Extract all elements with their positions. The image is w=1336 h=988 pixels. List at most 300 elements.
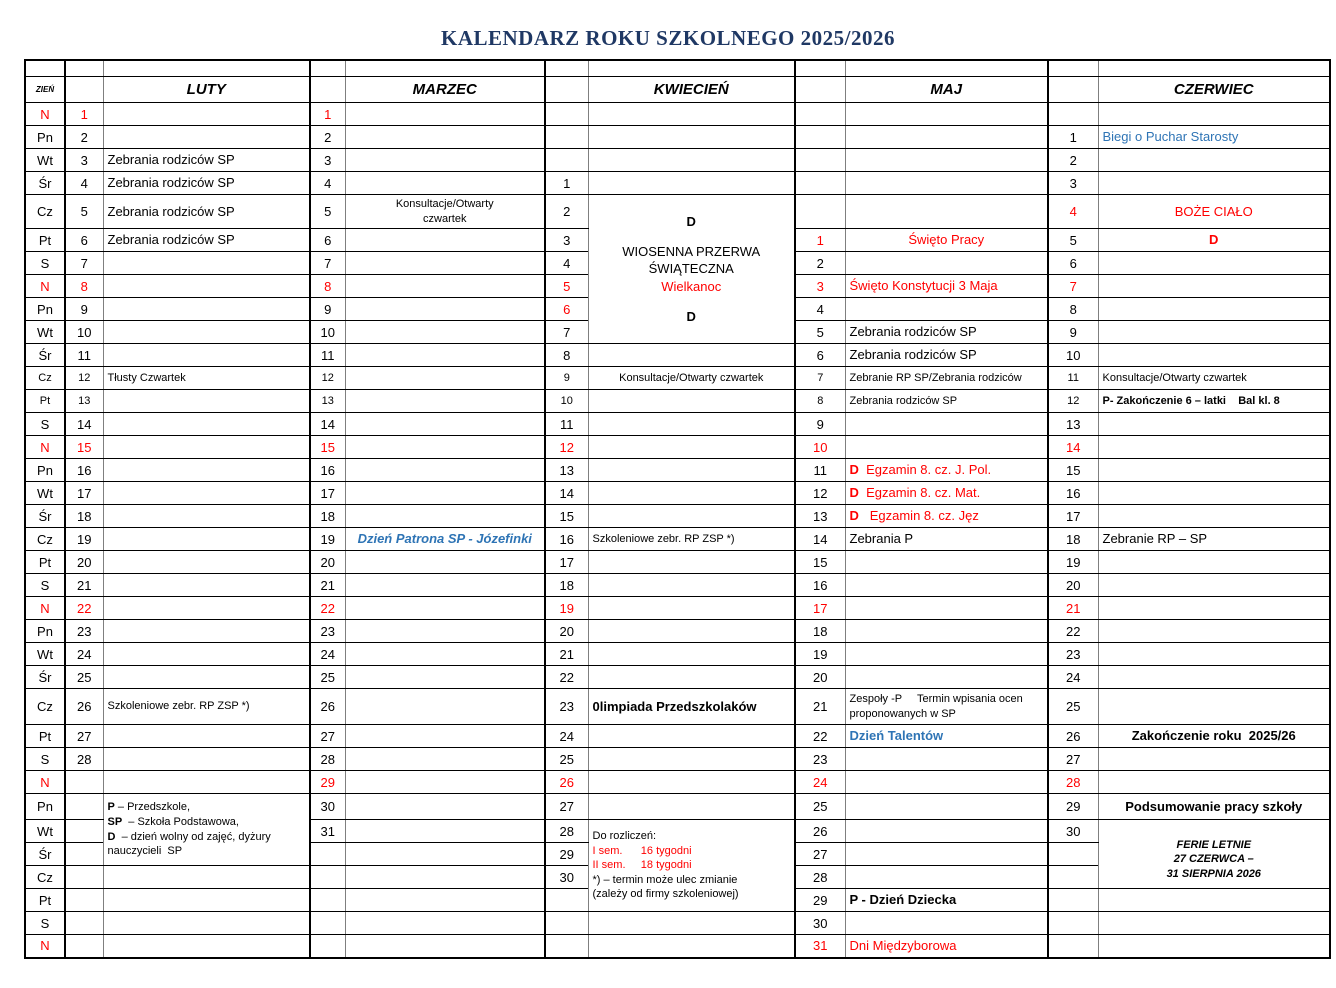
event-cell <box>588 643 795 666</box>
event-text-line: *) – termin może ulec zmianie <box>592 873 738 886</box>
date-cell: 21 <box>545 643 588 666</box>
date-cell: 6 <box>65 229 103 252</box>
event-cell <box>103 229 310 252</box>
date-cell <box>310 843 345 866</box>
date-cell: 29 <box>545 843 588 866</box>
event-cell <box>845 866 1048 889</box>
date-cell <box>795 195 845 229</box>
event-text-line: Święto Konstytucji 3 Maja <box>849 278 998 294</box>
event-text-line: D Egzamin 8. cz. Jęz <box>849 508 979 524</box>
event-text-line: Do rozliczeń: <box>592 830 657 843</box>
table-row <box>25 771 1330 794</box>
date-cell: 20 <box>310 551 345 574</box>
event-cell <box>1098 390 1330 413</box>
event-cell <box>588 482 795 505</box>
date-cell: 3 <box>1048 172 1098 195</box>
day-label-cell: Wt <box>25 482 65 505</box>
event-cell <box>588 820 795 912</box>
date-cell <box>545 126 588 149</box>
date-cell: 7 <box>795 367 845 390</box>
table-row <box>25 149 1330 172</box>
event-cell <box>588 794 795 820</box>
date-cell: 22 <box>545 666 588 689</box>
date-cell <box>795 172 845 195</box>
date-cell: 14 <box>65 413 103 436</box>
date-cell <box>65 843 103 866</box>
date-cell: 19 <box>545 597 588 620</box>
spacer-cell <box>65 60 103 77</box>
date-cell: 23 <box>795 748 845 771</box>
day-label-cell: Pt <box>25 390 65 413</box>
date-cell: 21 <box>310 574 345 597</box>
date-cell: 5 <box>795 321 845 344</box>
event-cell <box>1098 912 1330 935</box>
event-cell <box>845 912 1048 935</box>
event-cell <box>345 149 545 172</box>
event-cell <box>103 482 310 505</box>
day-label-cell: S <box>25 252 65 275</box>
date-cell: 6 <box>545 298 588 321</box>
date-cell: 25 <box>310 666 345 689</box>
day-label-cell: Wt <box>25 643 65 666</box>
date-cell: 27 <box>310 725 345 748</box>
event-text-line: Zebranie RP – SP <box>1102 531 1208 547</box>
event-text-line: nauczycieli SP <box>107 845 183 858</box>
date-cell <box>545 912 588 935</box>
event-cell <box>345 344 545 367</box>
event-cell <box>845 528 1048 551</box>
date-cell: 12 <box>1048 390 1098 413</box>
page-title: KALENDARZ ROKU SZKOLNEGO 2025/2026 <box>441 26 895 50</box>
event-cell <box>845 275 1048 298</box>
event-cell <box>103 505 310 528</box>
table-row <box>25 574 1330 597</box>
date-cell: 5 <box>65 195 103 229</box>
event-cell <box>1098 748 1330 771</box>
month-header-czerwiec: CZERWIEC <box>1098 77 1330 103</box>
event-cell <box>1098 252 1330 275</box>
event-cell <box>588 574 795 597</box>
day-label-cell: Wt <box>25 820 65 843</box>
day-label-cell: Pn <box>25 620 65 643</box>
date-cell: 4 <box>65 172 103 195</box>
table-row <box>25 551 1330 574</box>
event-cell <box>845 367 1048 390</box>
month-header-marzec: MARZEC <box>345 77 545 103</box>
event-cell <box>845 794 1048 820</box>
date-cell: 14 <box>310 413 345 436</box>
spacer-cell <box>795 60 845 77</box>
date-cell <box>1048 935 1098 958</box>
date-cell: 13 <box>310 390 345 413</box>
event-cell <box>845 252 1048 275</box>
date-cell: 3 <box>545 229 588 252</box>
date-cell: 17 <box>65 482 103 505</box>
event-cell <box>845 482 1048 505</box>
date-cell <box>1048 866 1098 889</box>
day-label-cell: S <box>25 748 65 771</box>
date-cell: 30 <box>310 794 345 820</box>
event-text-line: Tłusty Czwartek <box>107 371 186 384</box>
event-text-line: 31 SIERPNIA 2026 <box>1166 867 1261 880</box>
day-column-header: ZIEŃ <box>25 77 65 103</box>
table-row <box>25 912 1330 935</box>
spacer-cell <box>1098 60 1330 77</box>
event-cell <box>588 195 795 344</box>
event-cell <box>588 748 795 771</box>
event-cell <box>345 252 545 275</box>
event-cell <box>345 505 545 528</box>
date-cell: 10 <box>310 321 345 344</box>
event-cell <box>103 551 310 574</box>
table-row <box>25 597 1330 620</box>
event-cell <box>1098 528 1330 551</box>
event-text-line: Zebrania rodziców SP <box>849 394 958 407</box>
event-text-line: D – dzień wolny od zajęć, dyżury <box>107 830 271 843</box>
event-cell <box>588 935 795 958</box>
event-cell <box>1098 229 1330 252</box>
date-cell <box>65 771 103 794</box>
event-cell <box>1098 597 1330 620</box>
event-cell <box>345 689 545 725</box>
spacer-cell <box>345 60 545 77</box>
date-cell: 19 <box>310 528 345 551</box>
date-cell: 14 <box>1048 436 1098 459</box>
event-text-line: D Egzamin 8. cz. Mat. <box>849 485 981 501</box>
date-cell: 23 <box>310 620 345 643</box>
date-cell: 17 <box>1048 505 1098 528</box>
day-label-cell: Cz <box>25 689 65 725</box>
date-cell: 20 <box>795 666 845 689</box>
event-cell <box>588 172 795 195</box>
event-cell <box>1098 725 1330 748</box>
date-cell <box>310 866 345 889</box>
date-cell: 23 <box>65 620 103 643</box>
event-cell <box>1098 298 1330 321</box>
date-cell <box>795 103 845 126</box>
event-cell <box>103 344 310 367</box>
event-cell <box>103 172 310 195</box>
day-label-cell: Wt <box>25 149 65 172</box>
date-cell: 17 <box>545 551 588 574</box>
event-text-line: Konsultacje/Otwarty <box>395 197 494 210</box>
table-row <box>25 195 1330 229</box>
table-row <box>25 172 1330 195</box>
date-cell: 25 <box>1048 689 1098 725</box>
spacer-cell <box>1048 60 1098 77</box>
event-text-line: Szkoleniowe zebr. RP ZSP *) <box>592 532 735 545</box>
date-cell: 12 <box>545 436 588 459</box>
date-cell: 18 <box>1048 528 1098 551</box>
event-text-line: czwartek <box>423 212 467 225</box>
event-cell <box>845 413 1048 436</box>
event-cell <box>845 935 1048 958</box>
date-cell: 11 <box>65 344 103 367</box>
event-cell <box>1098 195 1330 229</box>
event-cell <box>103 252 310 275</box>
date-cell: 7 <box>65 252 103 275</box>
event-text-line: Zebrania rodziców SP <box>849 324 977 340</box>
date-cell: 24 <box>310 643 345 666</box>
event-cell <box>103 298 310 321</box>
event-cell <box>103 725 310 748</box>
date-cell: 10 <box>65 321 103 344</box>
event-cell <box>845 551 1048 574</box>
event-text-line: BOŻE CIAŁO <box>1174 203 1253 219</box>
event-text-line: P – Przedszkole, <box>107 801 191 814</box>
date-cell: 2 <box>545 195 588 229</box>
event-text-line: Zebrania P <box>849 531 914 547</box>
event-cell <box>1098 771 1330 794</box>
date-cell: 26 <box>795 820 845 843</box>
event-cell <box>588 505 795 528</box>
event-cell <box>845 390 1048 413</box>
date-cell: 14 <box>795 528 845 551</box>
event-cell <box>1098 275 1330 298</box>
event-cell <box>103 436 310 459</box>
event-cell <box>345 643 545 666</box>
date-cell: 20 <box>1048 574 1098 597</box>
event-cell <box>845 505 1048 528</box>
event-cell <box>1098 935 1330 958</box>
event-cell <box>345 597 545 620</box>
date-cell: 17 <box>310 482 345 505</box>
event-cell <box>103 771 310 794</box>
date-cell <box>545 889 588 912</box>
event-cell <box>345 195 545 229</box>
month-number-header <box>545 77 588 103</box>
event-cell <box>103 321 310 344</box>
event-cell <box>1098 482 1330 505</box>
event-cell <box>845 126 1048 149</box>
event-cell <box>1098 321 1330 344</box>
month-number-header <box>310 77 345 103</box>
event-cell <box>588 725 795 748</box>
date-cell: 9 <box>65 298 103 321</box>
event-text-line: Konsultacje/Otwarty czwartek <box>619 371 764 384</box>
event-cell <box>845 620 1048 643</box>
date-cell: 8 <box>65 275 103 298</box>
spacer-cell <box>310 60 345 77</box>
date-cell: 30 <box>795 912 845 935</box>
event-text-line: ŚWIĄTECZNA <box>648 261 734 277</box>
event-cell <box>345 229 545 252</box>
table-row <box>25 413 1330 436</box>
event-cell <box>345 912 545 935</box>
date-cell: 17 <box>795 597 845 620</box>
event-cell <box>345 413 545 436</box>
date-cell: 1 <box>545 172 588 195</box>
event-cell <box>845 889 1048 912</box>
event-cell <box>345 298 545 321</box>
date-cell: 11 <box>545 413 588 436</box>
event-cell <box>345 820 545 843</box>
date-cell: 22 <box>795 725 845 748</box>
date-cell <box>65 889 103 912</box>
event-text-line: Zebrania rodziców SP <box>107 175 235 191</box>
date-cell: 21 <box>795 689 845 725</box>
table-row <box>25 528 1330 551</box>
table-row <box>25 344 1330 367</box>
event-cell <box>588 620 795 643</box>
date-cell: 24 <box>1048 666 1098 689</box>
day-label-cell: Śr <box>25 843 65 866</box>
event-cell <box>345 367 545 390</box>
table-row <box>25 126 1330 149</box>
date-cell: 13 <box>1048 413 1098 436</box>
event-text-line: Wielkanoc <box>661 278 722 294</box>
event-cell <box>103 689 310 725</box>
event-cell <box>1098 172 1330 195</box>
event-cell <box>1098 574 1330 597</box>
day-label-cell: N <box>25 771 65 794</box>
event-text-line: 27 CZERWCA – <box>1173 853 1254 866</box>
day-label-cell: Pn <box>25 794 65 820</box>
date-cell: 27 <box>65 725 103 748</box>
event-text-line: P - Dzień Dziecka <box>849 892 957 908</box>
event-cell <box>103 866 310 889</box>
event-cell <box>588 149 795 172</box>
event-cell <box>845 229 1048 252</box>
date-cell: 4 <box>545 252 588 275</box>
date-cell: 28 <box>545 820 588 843</box>
date-cell: 25 <box>65 666 103 689</box>
table-row <box>25 482 1330 505</box>
date-cell: 26 <box>310 689 345 725</box>
date-cell: 1 <box>310 103 345 126</box>
date-cell <box>65 912 103 935</box>
date-cell <box>795 126 845 149</box>
event-cell <box>588 666 795 689</box>
event-cell <box>103 103 310 126</box>
spacer-cell <box>845 60 1048 77</box>
date-cell <box>545 103 588 126</box>
table-row <box>25 103 1330 126</box>
event-cell <box>1098 889 1330 912</box>
event-cell <box>845 725 1048 748</box>
table-row <box>25 390 1330 413</box>
event-cell <box>103 643 310 666</box>
date-cell: 9 <box>545 367 588 390</box>
event-cell <box>345 321 545 344</box>
event-text-line: D Egzamin 8. cz. J. Pol. <box>849 462 992 478</box>
date-cell: 27 <box>795 843 845 866</box>
event-cell <box>1098 103 1330 126</box>
event-text-line: Zebrania rodziców SP <box>107 152 235 168</box>
day-label-cell: Cz <box>25 528 65 551</box>
event-cell <box>845 344 1048 367</box>
event-text-line <box>1103 827 1326 838</box>
table-row <box>25 620 1330 643</box>
date-cell: 20 <box>545 620 588 643</box>
event-cell <box>345 866 545 889</box>
event-cell <box>1098 820 1330 889</box>
event-cell <box>103 390 310 413</box>
date-cell: 18 <box>65 505 103 528</box>
event-cell <box>588 912 795 935</box>
date-cell: 24 <box>65 643 103 666</box>
table-row <box>25 935 1330 958</box>
event-cell <box>103 889 310 912</box>
event-cell <box>345 103 545 126</box>
date-cell: 3 <box>310 149 345 172</box>
event-cell <box>103 574 310 597</box>
date-cell: 22 <box>310 597 345 620</box>
date-cell: 4 <box>795 298 845 321</box>
event-text-line: proponowanych w SP <box>849 707 956 720</box>
date-cell: 15 <box>1048 459 1098 482</box>
day-label-cell: Pt <box>25 229 65 252</box>
date-cell: 18 <box>310 505 345 528</box>
event-cell <box>1098 344 1330 367</box>
date-cell: 28 <box>795 866 845 889</box>
event-cell <box>345 620 545 643</box>
date-cell: 2 <box>310 126 345 149</box>
event-cell <box>588 413 795 436</box>
date-cell: 7 <box>1048 275 1098 298</box>
event-cell <box>103 666 310 689</box>
event-text-line: Dzień Talentów <box>849 728 944 744</box>
event-cell <box>845 459 1048 482</box>
event-cell <box>345 172 545 195</box>
date-cell <box>65 866 103 889</box>
event-cell <box>103 195 310 229</box>
event-cell <box>588 459 795 482</box>
event-text-line: II sem. 18 tygodni <box>592 859 692 872</box>
event-cell <box>103 126 310 149</box>
date-cell: 24 <box>795 771 845 794</box>
date-cell: 25 <box>545 748 588 771</box>
event-text-line: Dzień Patrona SP - Józefinki <box>357 531 532 547</box>
date-cell: 30 <box>1048 820 1098 843</box>
month-header-kwiecien: KWIECIEŃ <box>588 77 795 103</box>
date-cell: 16 <box>1048 482 1098 505</box>
event-cell <box>345 390 545 413</box>
date-cell: 2 <box>795 252 845 275</box>
event-cell <box>345 794 545 820</box>
date-cell: 12 <box>795 482 845 505</box>
date-cell: 10 <box>1048 344 1098 367</box>
date-cell: 5 <box>1048 229 1098 252</box>
event-cell <box>845 574 1048 597</box>
date-cell: 12 <box>310 367 345 390</box>
event-cell <box>1098 413 1330 436</box>
event-cell <box>588 436 795 459</box>
date-cell <box>545 149 588 172</box>
date-cell <box>310 912 345 935</box>
event-cell <box>588 771 795 794</box>
event-text-line: Zakończenie roku 2025/26 <box>1131 728 1296 744</box>
date-cell: 26 <box>1048 725 1098 748</box>
day-label-cell: Pn <box>25 459 65 482</box>
event-cell <box>1098 367 1330 390</box>
month-number-header <box>65 77 103 103</box>
date-cell: 21 <box>1048 597 1098 620</box>
date-cell: 11 <box>310 344 345 367</box>
date-cell: 20 <box>65 551 103 574</box>
date-cell: 12 <box>65 367 103 390</box>
event-cell <box>345 771 545 794</box>
event-text-line: WIOSENNA PRZERWA <box>622 244 761 260</box>
event-cell <box>345 551 545 574</box>
day-label-cell: Pt <box>25 725 65 748</box>
event-cell <box>845 195 1048 229</box>
date-cell: 15 <box>65 436 103 459</box>
date-cell: 19 <box>65 528 103 551</box>
event-cell <box>103 275 310 298</box>
date-cell: 14 <box>545 482 588 505</box>
spacer-cell <box>103 60 310 77</box>
